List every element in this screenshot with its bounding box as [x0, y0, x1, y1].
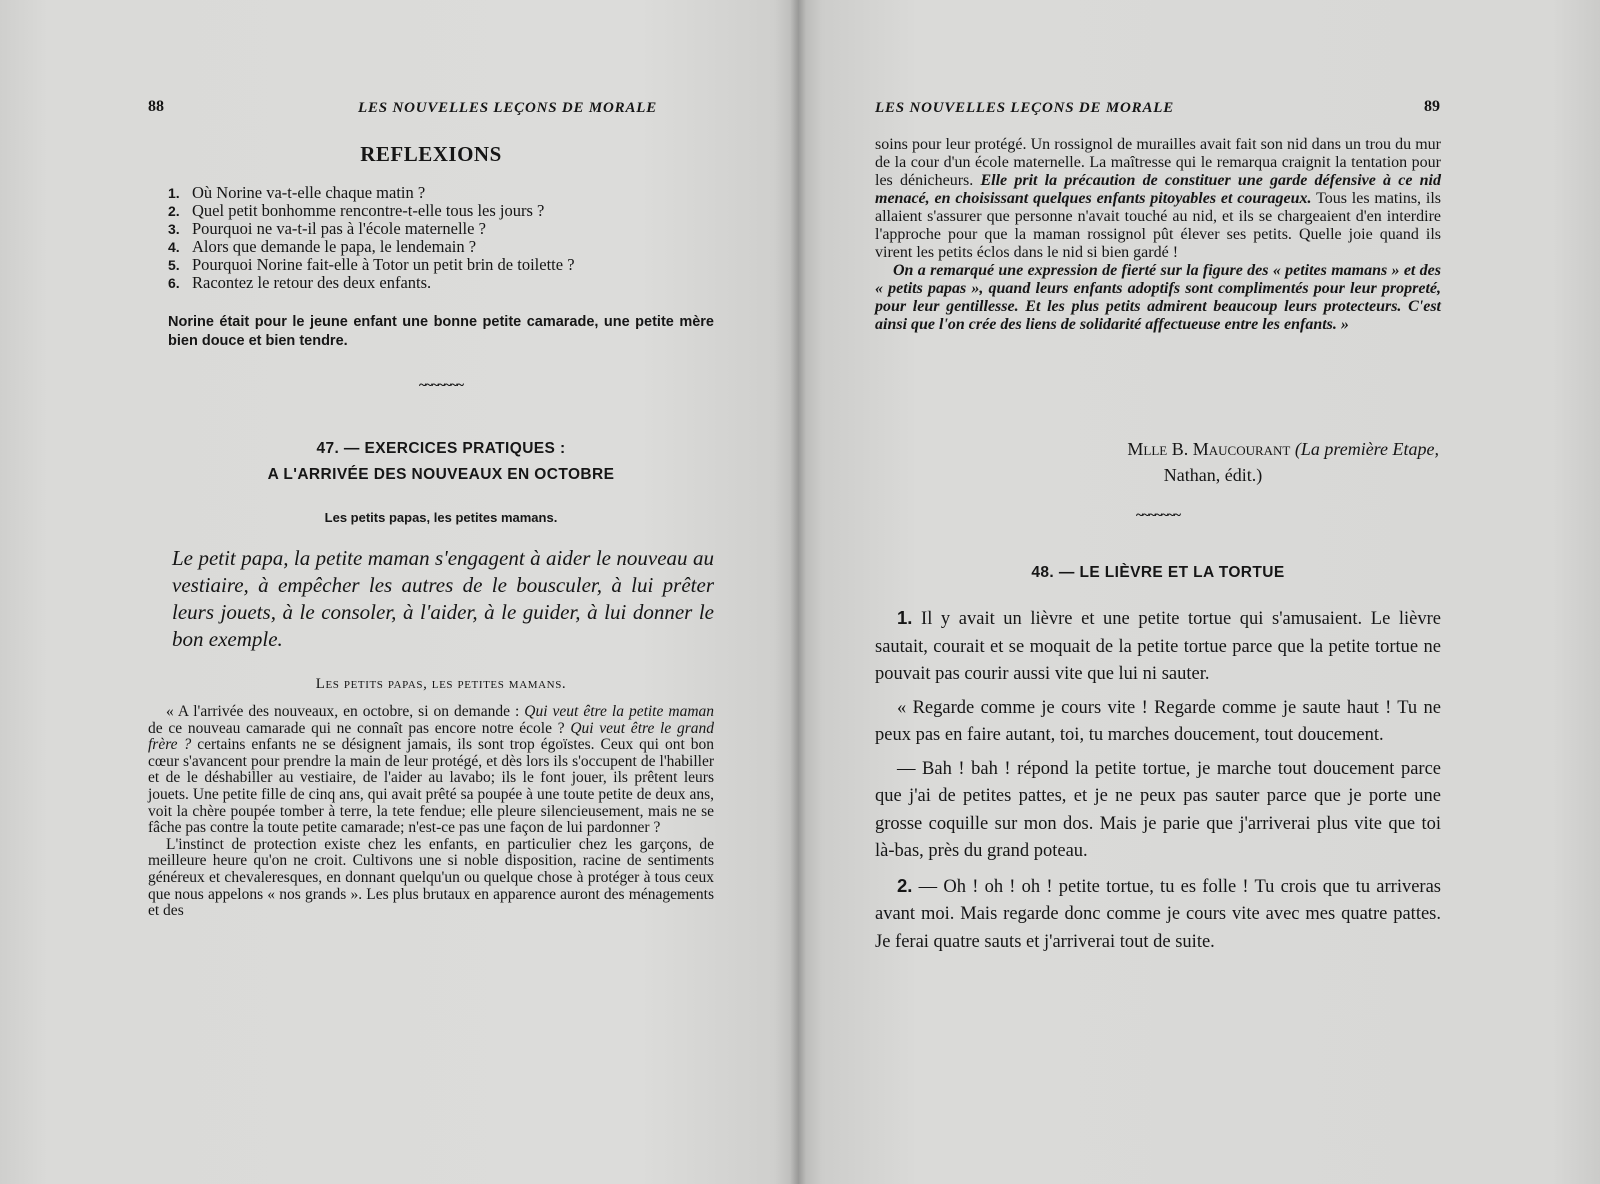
story-paragraph-1: [875, 604, 1441, 689]
left-running-head: LES NOUVELLES LEÇONS DE MORALE: [358, 100, 658, 116]
attribution: [875, 436, 1441, 462]
text-run: de ce nouveau camarade qui ne connaît pas encore notre école ?: [148, 719, 565, 737]
left-page-number: 88: [148, 98, 164, 115]
moral-statement: Norine était pour le jeune enfant une bonne petite camarade, une petite mère bien douce et bien tendre.: [168, 314, 714, 349]
exercise-lead: Le petit papa, la petite maman s'engagent à aider le nouveau au vestiaire, à empêcher les autres de le bousculer, à lui prêter leurs jouets, à le consoler, à l'aider, à le guider, à lui donner le bon exemple.: [172, 546, 714, 651]
attribution-author: Mlle B. Maucourant: [1127, 439, 1291, 459]
right-running-head: LES NOUVELLES LEÇONS DE MORALE: [875, 100, 1175, 116]
paragraph-number: 1.: [897, 607, 913, 628]
exercise-title-line2: A L'ARRIVÉE DES NOUVEAUX EN OCTOBRE: [267, 466, 615, 483]
question-item: [168, 184, 714, 202]
book-gutter: [790, 0, 806, 1184]
question-item: [168, 256, 714, 274]
italic-run: Qui veut être la petite maman: [524, 703, 715, 720]
text-run: soins pour leur protégé. Un rossignol de murailles avait fait son nid dans un trou du mur de la cour d'un école maternelle. La maîtresse qui le remarqua craignit la tentation pour les dénicheurs.: [875, 136, 1441, 189]
reading-paragraph-1: [148, 704, 714, 837]
left-page: [0, 0, 798, 1184]
question-text: Pourquoi Norine fait-elle à Totor un petit brin de toilette ?: [192, 255, 575, 274]
question-text: Où Norine va-t-elle chaque matin ?: [192, 183, 426, 202]
question-item: [168, 202, 714, 220]
question-number: 5.: [168, 257, 180, 273]
story-paragraph-3: — Bah ! bah ! répond la petite tortue, je marche tout doucement parce que j'ai de petites pattes, et je ne peux pas sauter parce que je porte une grosse coquille sur mon dos. Mais je parie que j'arriverai plus vite que toi là-bas, près du grand poteau.: [875, 758, 1441, 861]
question-number: 1.: [168, 185, 180, 201]
section-divider-right: ~~~~~~~: [1136, 508, 1180, 523]
question-item: [168, 274, 714, 292]
italic-run: Elle prit la précaution de constituer une garde défensive à ce nid menacé, en choisissant quelques enfants pitoyables et courageux.: [875, 172, 1442, 207]
reflexions-heading: REFLEXIONS: [360, 142, 502, 166]
reading-body: [148, 704, 714, 920]
question-text: Racontez le retour des deux enfants.: [192, 273, 432, 292]
question-number: 4.: [168, 239, 180, 255]
continued-text: [875, 136, 1441, 334]
question-text: Pourquoi ne va-t-il pas à l'école maternelle ?: [192, 219, 486, 238]
questions-list: [168, 184, 714, 292]
section-divider: ~~~~~~~: [419, 378, 463, 393]
continued-paragraph-2: [875, 262, 1441, 334]
reading-title: Les petits papas, les petites mamans.: [315, 676, 567, 692]
text-run: certains enfants ne se désignent jamais, ils sont trop égoïstes. Ceux qui ont bon cœur s'avancent pour prendre la main de leur protégé, et dès lors ils s'occupent de l'habiller et de le déshabiller au vestiaire, de l'aider au lavabo; ils le font jouer, ils prêtent leurs jouets. Une petite fille de cinq ans, qui avait prêté sa poupée à une toute petite de deux ans, voit la chère poupée tomber à terre, la tete fendue; elle pleure silencieusement, mais ne se fâche pas contre la toute petite camarade; n'est-ce pas une façon de lui pardonner ?: [148, 736, 714, 837]
continued-paragraph-1: [875, 136, 1441, 262]
text-run: — Oh ! oh ! oh ! petite tortue, tu es folle ! Tu crois que tu arriveras avant moi. Mais regarde donc comme je cours vite avec mes quatre pattes. Je ferai quatre sauts et j'arriverai tout de suite.: [875, 876, 1441, 952]
question-number: 3.: [168, 221, 180, 237]
italic-run: Qui veut être le grand frère ?: [148, 719, 714, 754]
exercise-subtitle: Les petits papas, les petites mamans.: [324, 510, 558, 525]
reading-paragraph-2: L'instinct de protection existe chez les enfants, en particulier chez les garçons, de meilleure heure qu'on ne croit. Cultivons une si noble disposition, racine de sentiments généreux et chevaleresques, en donnant quelqu'un ou quelque chose à protéger à tous ceux que nous appelons « nos grands ». Les plus brutaux en apparence auront des ménagements et des: [148, 835, 714, 920]
question-text: Alors que demande le papa, le lendemain ?: [192, 237, 477, 256]
italic-run: On a remarqué une expression de fierté sur la figure des « petites mamans » et des « petits papas », quand leurs enfants adoptifs sont complimentés pour leur propreté, pour leur gentillesse. Et les plus petits admirent beaucoup leurs protecteurs. C'est ainsi que l'on crée des liens de solidarité affectueuse entre les enfants. »: [875, 262, 1441, 333]
exercise-title-line1: 47. — EXERCICES PRATIQUES :: [316, 440, 566, 457]
paragraph-number: 2.: [897, 874, 913, 896]
question-number: 6.: [168, 275, 180, 291]
story-text: [875, 604, 1441, 962]
right-page-number: 89: [1424, 98, 1440, 115]
question-text: Quel petit bonhomme rencontre-t-elle tous les jours ?: [192, 201, 545, 220]
attribution-work: (La première Etape,: [1294, 439, 1439, 459]
text-run: Tous les matins, ils allaient s'assurer que personne n'avait touché au nid, et ils se chargeaient d'en interdire l'approche pour que la maman rossignol pût élever ses petits. Quelle joie quand ils virent les petits éclos dans le nid si bien gardé !: [875, 190, 1442, 261]
attribution-publisher: Nathan, édit.): [1163, 465, 1263, 485]
question-number: 2.: [168, 203, 180, 219]
question-item: [168, 220, 714, 238]
story-paragraph-4: [875, 872, 1441, 957]
lesson-title: 48. — LE LIÈVRE ET LA TORTUE: [1031, 564, 1285, 581]
question-item: [168, 238, 714, 256]
text-run: « A l'arrivée des nouveaux, en octobre, si on demande :: [166, 703, 520, 720]
right-page: [798, 0, 1600, 1184]
text-run: Il y avait un lièvre et une petite tortue qui s'amusaient. Le lièvre sautait, courait et se moquait de la petite tortue parce que la petite tortue ne pouvait pas courir aussi vite que lui ni sauter.: [875, 609, 1441, 684]
story-paragraph-2: « Regarde comme je cours vite ! Regarde comme je saute haut ! Tu ne peux pas en faire autant, toi, tu marches doucement, tout doucement.: [875, 697, 1441, 745]
